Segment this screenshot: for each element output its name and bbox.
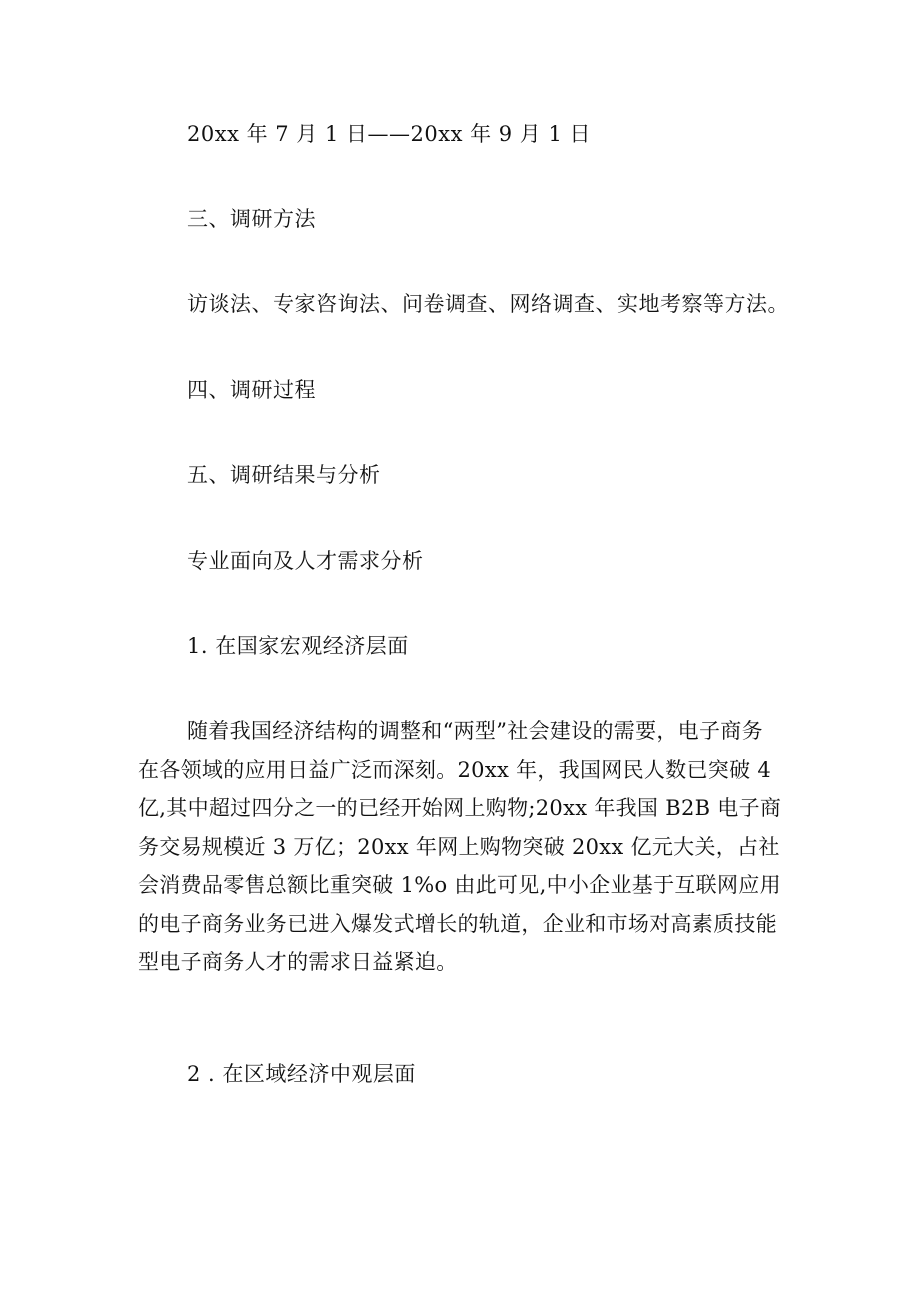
subheading: 专业面向及人才需求分析 xyxy=(187,549,424,573)
date-range: 20xx 年 7 月 1 日——20xx 年 9 月 1 日 xyxy=(187,122,592,146)
paragraph-line: 会消费品零售总额比重突破 1%o 由此可见,中小企业基于互联网应用 xyxy=(138,873,781,897)
item-2-heading: 2 . 在区域经济中观层面 xyxy=(187,1062,416,1086)
section-4-heading: 四、调研过程 xyxy=(187,378,316,402)
paragraph-line: 在各领域的应用日益广泛而深刻。20xx 年，我国网民人数已突破 4 xyxy=(138,757,772,782)
section-3-body: 访谈法、专家咨询法、问卷调查、网络调查、实地考察等方法。 xyxy=(187,292,789,316)
item-1-heading: 1. 在国家宏观经济层面 xyxy=(187,634,409,658)
paragraph-line: 随着我国经济结构的调整和“两型”社会建设的需要，电子商务 xyxy=(187,719,763,743)
section-3-heading: 三、调研方法 xyxy=(187,207,316,231)
item-1-paragraph xyxy=(138,712,788,982)
section-5-heading: 五、调研结果与分析 xyxy=(187,463,381,487)
paragraph-line: 的电子商务业务已进入爆发式增长的轨道，企业和市场对高素质技能 xyxy=(138,911,777,936)
paragraph-line: 务交易规模近 3 万亿；20xx 年网上购物突破 20xx 亿元大关，占社 xyxy=(138,834,780,859)
paragraph-line: 型电子商务人才的需求日益紧迫。 xyxy=(138,950,458,974)
paragraph-line: 亿,其中超过四分之一的已经开始网上购物;20xx 年我国 B2B 电子商 xyxy=(138,796,782,820)
